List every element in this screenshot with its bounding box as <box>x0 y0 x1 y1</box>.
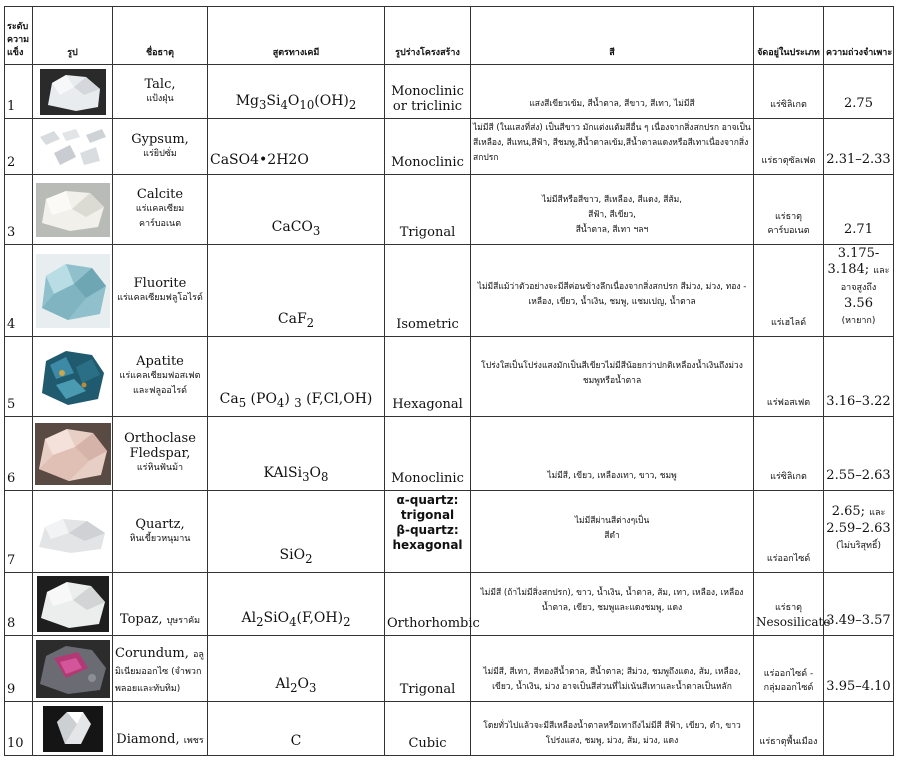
gypsum-crystals-icon <box>36 123 110 171</box>
mineral-image <box>33 573 113 636</box>
chemical-formula <box>208 65 385 119</box>
mineral-name <box>113 417 208 491</box>
mineral-classification: แร่ธาตุซัลเฟต <box>754 119 824 175</box>
mineral-classification: แร่ซิลิเกต <box>754 417 824 491</box>
hardness-value: 5 <box>5 337 33 417</box>
chemical-formula <box>208 491 385 573</box>
table-row <box>5 175 894 245</box>
formula-text: $Mg_3Si_4O_{10}(OH)_2$ <box>235 93 357 112</box>
color-line: สีฟ้า, สีเขียว, <box>588 210 636 220</box>
hardness-value: 1 <box>5 65 33 119</box>
mineral-color <box>471 491 754 573</box>
mineral-image <box>33 175 113 245</box>
mineral-name-th: อลูมิเนียมออกไซ (จำพวกพลอยและทับทิม) <box>115 650 204 694</box>
sg-part: 2.65; <box>831 503 866 519</box>
mineral-name-en: Topaz, <box>119 612 163 627</box>
hardness-value: 9 <box>5 636 33 702</box>
mineral-classification <box>754 573 831 636</box>
header-image: รูป <box>33 7 113 65</box>
mineral-color: โดยทั่วไปแล้วจะมีสีเหลืองน้ำตาลหรือเทาถึงไม่มีสี สีฟ้า, เขียว, ดำ, ขาวโปร่งแสง, ชมพู, ม่วง, ส้ม, ม่วง, แดง <box>471 702 754 756</box>
crystal-structure: Monoclinic or triclinic <box>385 65 471 119</box>
mineral-name-th: บุษราคัม <box>166 616 201 626</box>
crystal-structure: Cubic <box>385 702 471 756</box>
sg-part: 3.184; <box>827 262 870 277</box>
table-row <box>5 636 894 702</box>
talc-rock-icon <box>40 69 106 115</box>
sg-part: 2.59–2.63 <box>826 520 891 536</box>
specific-gravity: 3.49–3.57 <box>824 573 894 636</box>
mineral-name-th: แร่แคลเซียมฟอสเฟตและฟลูออไรด์ <box>119 371 201 396</box>
mineral-image <box>33 417 113 491</box>
sg-part: และ <box>873 266 890 276</box>
mineral-classification: แร่ซิลิเกต <box>754 65 824 119</box>
mineral-name-en: Quartz, <box>135 516 185 532</box>
mineral-image <box>33 65 113 119</box>
mineral-image <box>33 636 113 702</box>
color-line: ไม่มีสีหรือสีขาว, สีเหลือง, สีแดง, สีส้ม, <box>542 195 682 205</box>
mineral-color: ไม่มีสีแม้ว่าตัวอย่างจะมีสีค่อนข้างลึกเนื่องจากสิ่งสกปรก สีม่วง, ม่วง, ทอง - เหลือง, เขียว, น้ำเงิน, ชมพู, แชมเปญ, น้ำตาล <box>471 245 754 337</box>
mineral-name <box>113 245 208 337</box>
color-line: ไม่มีสีผ่านสีต่างๆเป็น <box>574 515 650 526</box>
mineral-image <box>33 702 113 756</box>
mineral-classification <box>754 636 824 702</box>
specific-gravity <box>824 245 894 337</box>
mineral-color: ไม่มีสี (ถ้าไม่มีสิ่งสกปรก), ขาว, น้ำเงิน, น้ำตาล, ส้ม, เทา, เหลือง, เหลืองน้ำตาล, เขียว, ชมพูและแดงชมพู, แดง <box>471 573 754 636</box>
table-row <box>5 702 894 756</box>
mineral-name-th: แร่แคลเซียมคาร์บอเนต <box>135 204 185 229</box>
mineral-name <box>113 65 208 119</box>
apatite-rock-icon <box>38 345 108 409</box>
formula-text: CaCO$_3$ <box>271 219 321 238</box>
header-formula: สูตรทางเคมี <box>208 7 385 65</box>
mineral-name-en: Orthoclase Fledspar, <box>124 431 196 461</box>
header-row <box>5 7 894 65</box>
table-row <box>5 65 894 119</box>
mineral-classification: แร่ธาตุพื้นเมือง <box>754 702 824 756</box>
sg-part: 3.56 <box>844 296 873 311</box>
formula-text: CaF$_2$ <box>277 311 315 330</box>
structure-line: β-quartz: <box>396 523 459 537</box>
structure-line: α-quartz: <box>396 493 459 507</box>
mineral-name <box>113 337 208 417</box>
mineral-name-th: หินเขี้ยวหนุมาน <box>129 533 191 544</box>
structure-line: trigonal <box>400 508 455 522</box>
quartz-rock-icon <box>35 507 111 557</box>
classification-line: แร่ธาตุ <box>774 212 803 222</box>
header-classification: จัดอยู่ในประเภท <box>754 7 824 65</box>
mineral-name <box>113 119 208 175</box>
classification-line: Nesosilicate <box>756 615 831 629</box>
crystal-structure: Monoclinic <box>385 417 471 491</box>
classification-line: กลุ่มออกไซด์ <box>763 683 814 693</box>
chemical-formula <box>208 175 385 245</box>
mineral-name <box>113 573 208 636</box>
topaz-rock-icon <box>37 576 109 632</box>
mineral-name <box>113 702 208 756</box>
mineral-color: ไม่มีสี, สีเทา, สีทองสีน้ำตาล, สีน้ำตาล; สีม่วง, ชมพูถึงแดง, ส้ม, เหลือง, เขียว, น้ำเงิน, ม่วง อาจเป็นสีส่วนที่ไม่เน้นสีเทาและน้ำตาลเป็นหลัก <box>471 636 754 702</box>
header-name: ชื่อธาตุ <box>113 7 208 65</box>
table-row <box>5 245 894 337</box>
mineral-name-th: แร่หินฟันม้า <box>136 463 184 473</box>
calcite-rock-icon <box>36 183 110 237</box>
specific-gravity: 2.55–2.63 <box>824 417 894 491</box>
hardness-value: 6 <box>5 417 33 491</box>
crystal-structure: Isometric <box>385 245 471 337</box>
mineral-name-en: Diamond, <box>116 732 180 747</box>
mineral-name <box>113 636 208 702</box>
table-row <box>5 337 894 417</box>
crystal-structure: Orthorhombic <box>385 573 471 636</box>
formula-text: $Ca_5$ $(PO_4)$ $_3$ (F,Cl,OH) <box>219 391 373 410</box>
structure-line: hexagonal <box>392 538 463 552</box>
hardness-value: 3 <box>5 175 33 245</box>
mineral-classification <box>754 175 824 245</box>
specific-gravity: 2.71 <box>824 175 894 245</box>
chemical-formula <box>208 573 385 636</box>
corundum-rock-icon <box>36 640 110 698</box>
chemical-formula: CaSO4•2H2O <box>208 119 385 175</box>
mineral-name-en: Fluorite <box>133 275 187 291</box>
fluorite-rock-icon <box>36 254 110 328</box>
mineral-color <box>471 175 754 245</box>
mineral-image <box>33 491 113 573</box>
hardness-value: 4 <box>5 245 33 337</box>
mineral-name-th: เพชร <box>183 736 204 746</box>
color-line: สีดำ <box>604 530 620 541</box>
orthoclase-rock-icon <box>35 423 111 485</box>
specific-gravity: 3.16–3.22 <box>824 337 894 417</box>
mineral-color: ไม่มีสี, เขียว, เหลืองเทา, ขาว, ชมพู <box>471 417 754 491</box>
chemical-formula <box>208 337 385 417</box>
specific-gravity <box>824 491 894 573</box>
header-structure: รูปร่างโครงสร้าง <box>385 7 471 65</box>
table-row <box>5 417 894 491</box>
hardness-value: 2 <box>5 119 33 175</box>
header-specific-gravity: ความถ่วงจำเพาะ <box>824 7 894 65</box>
classification-line: แร่ธาตุ <box>774 603 803 613</box>
sg-part: (หายาก) <box>841 316 876 326</box>
formula-text: $Al_2O_3$ <box>275 676 317 695</box>
specific-gravity: 2.31–2.33 <box>824 119 894 175</box>
mineral-image <box>33 337 113 417</box>
table-row <box>5 491 894 573</box>
formula-text: SiO$_2$ <box>279 547 313 566</box>
chemical-formula: C <box>208 702 385 756</box>
table-row <box>5 573 894 636</box>
mineral-image <box>33 245 113 337</box>
mineral-classification: แร่ออกไซด์ <box>754 491 824 573</box>
hardness-value: 7 <box>5 491 33 573</box>
mineral-name-en: Corundum, <box>115 646 189 661</box>
mineral-classification: แร่ฟอสเฟต <box>754 337 824 417</box>
formula-text: $Al_2SiO_4(F,OH)_2$ <box>241 610 351 629</box>
mineral-name-th: แร่ยิปซั่ม <box>143 148 177 159</box>
mineral-name-en: Calcite <box>136 187 184 202</box>
sg-part: 3.175- <box>837 246 880 261</box>
mineral-color: โปร่งใสเป็นโปร่งแสงมักเป็นสีเขียวไม่มีสีน้อยกว่าปกติเหลืองน้ำเงินถึงม่วงชมพูหรือน้ำตาล <box>471 337 754 417</box>
sg-part: (ไม่บริสุทธิ์) <box>836 540 881 551</box>
specific-gravity: 2.75 <box>824 65 894 119</box>
mineral-image <box>33 119 113 175</box>
chemical-formula <box>208 636 385 702</box>
formula-text: $KAlSi_3O_8$ <box>263 465 329 484</box>
mineral-name-en: Gypsum, <box>131 131 189 147</box>
crystal-structure <box>385 491 471 573</box>
crystal-structure: Trigonal <box>385 175 471 245</box>
specific-gravity: 3.95–4.10 <box>824 636 894 702</box>
mineral-name <box>113 175 208 245</box>
mineral-name-en: Talc, <box>144 76 176 92</box>
specific-gravity <box>824 702 894 756</box>
color-line: สีน้ำตาล, สีเทา ฯลฯ <box>575 225 649 235</box>
crystal-structure: Monoclinic <box>385 119 471 175</box>
table-row <box>5 119 894 175</box>
mineral-name-th: แป้งฝุ่น <box>146 93 174 104</box>
classification-line: แร่ออกไซด์ - <box>763 669 814 679</box>
classification-line: คาร์บอเนต <box>767 226 810 236</box>
mineral-color: แสงสีเขียวเข้ม, สีน้ำตาล, สีขาว, สีเทา, ไม่มีสี <box>471 65 754 119</box>
sg-part: อาจสูงถึง <box>840 283 877 293</box>
chemical-formula <box>208 417 385 491</box>
mohs-hardness-table <box>4 6 894 756</box>
hardness-value: 8 <box>5 573 33 636</box>
crystal-structure: Trigonal <box>385 636 471 702</box>
diamond-crystal-icon <box>43 706 103 752</box>
sg-part: และ <box>869 507 886 518</box>
mineral-name-th: แร่แคลเซียมฟลูโอไรด์ <box>117 292 203 303</box>
mineral-color: ไม่มีสี (ในแสงที่ส่ง) เป็นสีขาว มักแต่งแต้มสีอื่น ๆ เนื่องจากสิ่งสกปรก อาจเป็นสีเหลือง, สีแทน,สีฟ้า, สีชมพู,สีน้ำตาลเข้ม,สีน้ำตาลแดงหรือสีเทาเนื่องจากสิ่งสกปรก <box>471 119 754 175</box>
header-hardness: ระดับความแข็ง <box>5 7 33 65</box>
mineral-name-en: Apatite <box>136 354 184 369</box>
mineral-name <box>113 491 208 573</box>
crystal-structure: Hexagonal <box>385 337 471 417</box>
header-color: สี <box>471 7 754 65</box>
mineral-classification: แร่เฮไลด์ <box>754 245 824 337</box>
hardness-value: 10 <box>5 702 33 756</box>
chemical-formula <box>208 245 385 337</box>
